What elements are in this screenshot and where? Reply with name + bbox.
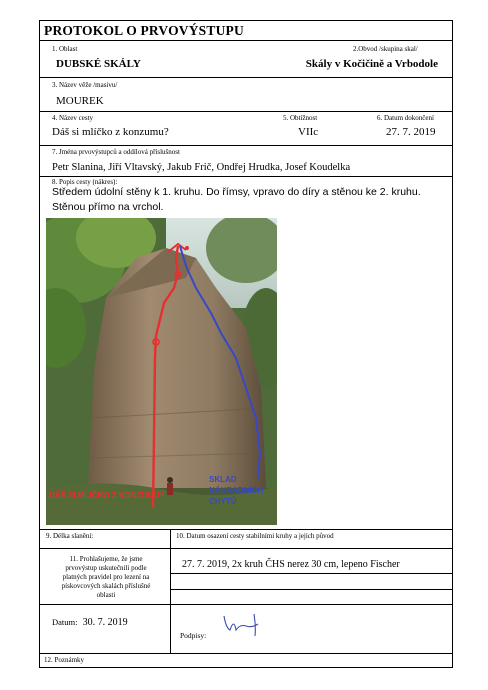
popis-line-2: Stěnou přímo na vrchol. (52, 201, 164, 213)
divider (40, 77, 452, 78)
divider (40, 40, 452, 41)
datum-field (52, 617, 128, 628)
datum-label: Datum: (52, 617, 78, 627)
podpisy-label: Podpisy: (180, 631, 207, 640)
oblast-label: 1. Oblast (52, 45, 78, 53)
route-photo (46, 218, 277, 525)
divider (170, 573, 452, 574)
divider (40, 653, 452, 654)
route-label-blue-line-2: NÁHRADNÍCH (209, 486, 264, 495)
divider (40, 145, 452, 146)
osazeni-label: 10. Datum osazení cesty stabilními kruhy a jejich původ (176, 532, 334, 540)
divider (40, 176, 452, 177)
route-label-blue (209, 474, 275, 507)
form-title: PROTOKOL O PRVOVÝSTUPU (44, 23, 244, 38)
nazev-cesty-label: 4. Název cesty (52, 114, 94, 122)
prohlaseni-line-4: pískovcových skalách příslušné (61, 582, 151, 590)
prohlaseni-text (44, 555, 168, 600)
divider (40, 111, 452, 112)
obvod-label: 2.Obvod /skupina skal/ (353, 45, 418, 53)
nazev-cesty-value: Dáš si mlíčko z konzumu? (52, 126, 169, 138)
divider (40, 604, 452, 605)
signature-image (220, 608, 270, 638)
route-label-red: DÁŠ SI MLÍČKO Z KONZUMU? (49, 491, 165, 500)
prohlaseni-line-1: 11. Prohlašujeme, že jsme (69, 555, 143, 563)
oblast-value: DUBSKÉ SKÁLY (56, 58, 141, 70)
route-label-blue-line-1: SKLAD (209, 475, 237, 484)
nazev-veze-value: MOUREK (56, 95, 104, 107)
divider (40, 529, 452, 530)
datum-value: 30. 7. 2019 (82, 617, 128, 628)
delka-label: 9. Délka slanění: (46, 532, 94, 540)
prvovystupci-label: 7. Jména prvovýstupců a oddílová příslušnost (52, 148, 180, 156)
obvod-value: Skály v Kočičině a Vrbodole (305, 58, 438, 70)
obtiznost-value: VIIc (298, 126, 319, 138)
first-ascent-protocol-form (39, 20, 453, 668)
nazev-veze-label: 3. Název věže /masivu/ (52, 81, 118, 89)
obtiznost-label: 5. Obtížnost (283, 114, 318, 122)
prohlaseni-line-3: platných pravidel pro lezení na (62, 573, 150, 581)
prohlaseni-line-5: oblasti (96, 591, 116, 599)
datum-dokonceni-label: 6. Datum dokončení (377, 114, 434, 122)
poznamky-label: 12. Poznámky (44, 656, 85, 664)
osazeni-value: 27. 7. 2019, 2x kruh ČHS nerez 30 cm, lepeno Fischer (182, 559, 400, 570)
popis-line-1: Středem údolní stěny k 1. kruhu. Do římsy, vpravo do díry a stěnou ke 2. kruhu. (52, 186, 421, 198)
route-label-blue-line-3: CHYTŮ (209, 497, 237, 506)
popis-label: 8. Popis cesty (nákres): (52, 178, 118, 186)
prvovystupci-value: Petr Slanina, Jiří Vltavský, Jakub Frič, Ondřej Hrudka, Josef Koudelka (52, 162, 351, 173)
divider (40, 548, 452, 549)
prohlaseni-line-2: prvovýstup uskutečnili podle (65, 564, 147, 572)
datum-dokonceni-value: 27. 7. 2019 (386, 126, 436, 138)
divider (170, 589, 452, 590)
